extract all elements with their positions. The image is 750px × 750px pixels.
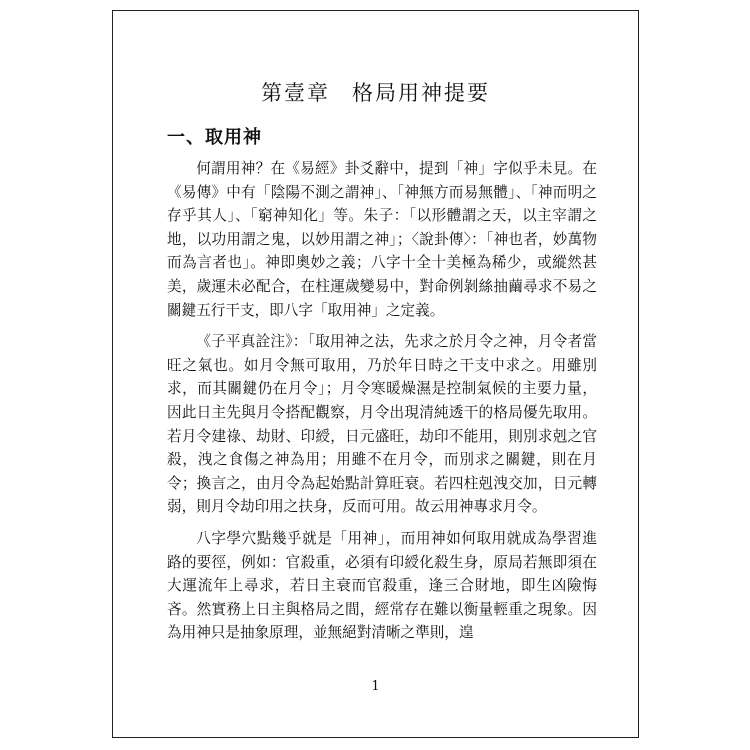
- section-heading: 一、取用神: [167, 127, 262, 148]
- paragraph-1: 何謂用神？在《易經》卦爻辭中，提到「神」字似乎未見。在《易傳》中有「陰陽不測之謂神」、「神無方而易無體」、「神而明之存乎其人」、「窮神知化」等。朱子：「以形體謂之天，以主宰謂之地，以功用謂之鬼，以妙用謂之神」；〈說卦傳〉：「神也者，妙萬物而為言者也」。神即奧妙之義；八字十全十美極為稀少，或縱然甚美，歲運未必配合，在柱運歲變易中，對命例剝絲抽繭尋求不易之關鍵五行干支，即八字「取用神」之定義。: [167, 160, 597, 319]
- page-number: 1: [371, 679, 380, 694]
- body-text: [167, 157, 597, 653]
- book-page: [112, 10, 639, 738]
- chapter-number: 第壹章: [261, 81, 330, 105]
- chapter-name: 格局用神提要: [352, 81, 490, 105]
- paragraph-2: 《子平真詮注》：「取用神之法，先求之於月令之神，月令者當旺之氣也。如月令無可取用，乃於年日時之干支中求之。用雖別求，而其關鍵仍在月令」；月令寒暖燥濕是控制氣候的主要力量，因此日主先與月令搭配觀察，月令出現清純透干的格局優先取用。若月令建祿、劫財、印綬，日元盛旺，劫印不能用，則別求剋之官殺，洩之食傷之神為用；用雖不在月令，而別求之關鍵，則在月令；換言之，由月令為起始點計算旺衰。若四柱剋洩交加，日元轉弱，則月令劫印用之扶身，反而可用。故云用神專求月令。: [167, 333, 597, 516]
- chapter-title: [113, 77, 638, 107]
- paragraph-3: 八字學穴點幾乎就是「用神」，而用神如何取用就成為學習進路的要徑，例如：官殺重，必須有印綬化殺生身，原局若無即須在大運流年上尋求，若日主衰而官殺重，逢三合財地，即生凶險悔吝。然實務上日主與格局之間，經常存在難以衡量輕重之現象。因為用神只是抽象原理，並無絕對清晰之準則，遑: [167, 529, 597, 642]
